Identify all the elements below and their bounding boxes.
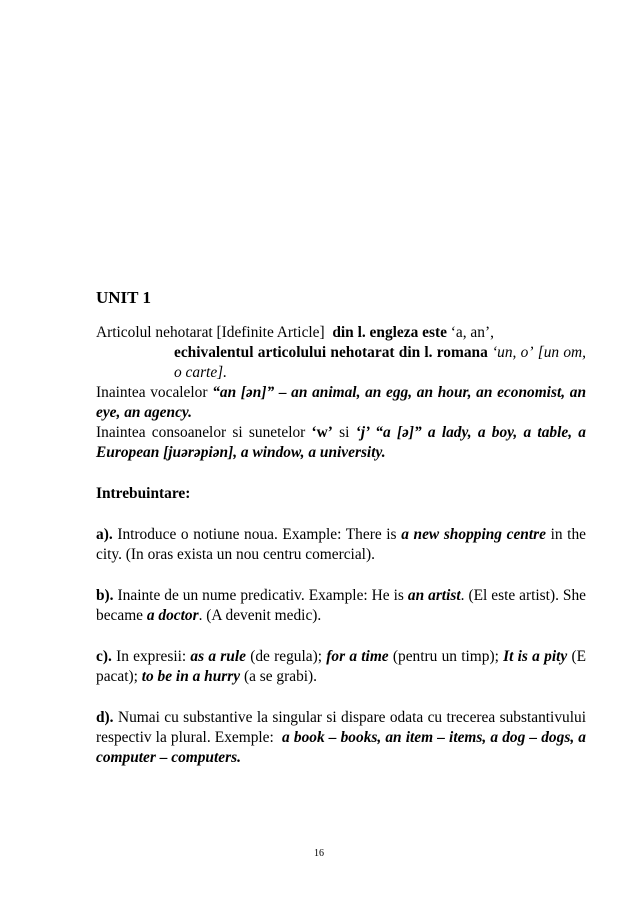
usage-c-tr4: (a se grabi).: [243, 668, 318, 685]
usage-b-text3: . (A devenit medic).: [198, 607, 322, 624]
usage-d-examples: a book – books, an item – items, a dog – dogs, a computer – computers.: [96, 729, 586, 766]
usage-d-text: Numai cu substantive la singular si dispare odata cu trecerea substantivului respectiv la plural. Exemple:: [96, 709, 586, 746]
usage-a-text: Introduce o notiune noua. Example: There is: [117, 526, 397, 543]
usage-c-expr2: for a time: [326, 648, 389, 665]
consonants-line: [96, 423, 586, 463]
usage-c-expr4: to be in a hurry: [141, 668, 241, 685]
vowels-line: [96, 383, 586, 423]
usage-c-tr3: (E pacat);: [96, 648, 587, 685]
usage-c-tr1: (de regula);: [250, 648, 322, 665]
usage-d-label: d).: [96, 709, 114, 726]
usage-heading: Intrebuintare:: [96, 485, 191, 502]
intro-indent: [174, 343, 586, 383]
usage-b: [96, 586, 586, 626]
vowels-examples: “an [ən]” – an animal, an egg, an hour, an economist, an eye, an agency.: [96, 384, 587, 421]
usage-c-tr2: (pentru un timp);: [392, 648, 499, 665]
intro-text: Articolul nehotarat [Idefinite Article]: [96, 324, 325, 341]
intro-line: [96, 323, 586, 343]
usage-c: [96, 647, 586, 687]
usage-a-example: a new shopping centre: [401, 526, 546, 543]
usage-b-text2: . (El este artist). She became: [96, 587, 586, 624]
page-content: [96, 287, 586, 768]
usage-b-text: Inainte de un nume predicativ. Example: He is: [117, 587, 404, 604]
vowels-text: Inaintea vocalelor: [96, 384, 208, 401]
consonants-text: Inaintea consoanelor si sunetelor: [96, 424, 306, 441]
intro-bold: din l. engleza este: [332, 324, 447, 341]
intro-bold-equivalent: echivalentul articolului nehotarat din l. romana: [174, 344, 488, 361]
usage-c-text: In expresii:: [116, 648, 187, 665]
usage-a: [96, 525, 586, 565]
page-number: 16: [314, 848, 324, 859]
intro-ro-example: [un om, o carte].: [174, 344, 586, 381]
usage-d: [96, 708, 586, 768]
usage-c-label: c).: [96, 648, 112, 665]
consonants-si: si: [339, 424, 350, 441]
intro-ro-articles: ‘un, o’: [492, 344, 534, 361]
usage-c-expr3: It is a pity: [503, 648, 568, 665]
consonant-w: ‘w’: [311, 424, 333, 441]
usage-a-label: a).: [96, 526, 113, 543]
unit-title: UNIT 1: [96, 288, 151, 307]
consonants-examples: ‘j’ “a [ə]” a lady, a boy, a table, a European [juərəpiən], a window, a university.: [96, 424, 586, 461]
usage-b-label: b).: [96, 587, 114, 604]
usage-b-example: an artist: [407, 587, 461, 604]
usage-b-example2: a doctor: [146, 607, 199, 624]
usage-a-translation: in the city. (In oras exista un nou centru comercial).: [96, 526, 586, 563]
usage-c-expr1: as a rule: [190, 648, 246, 665]
intro-articles: ‘a, an’,: [450, 324, 494, 341]
